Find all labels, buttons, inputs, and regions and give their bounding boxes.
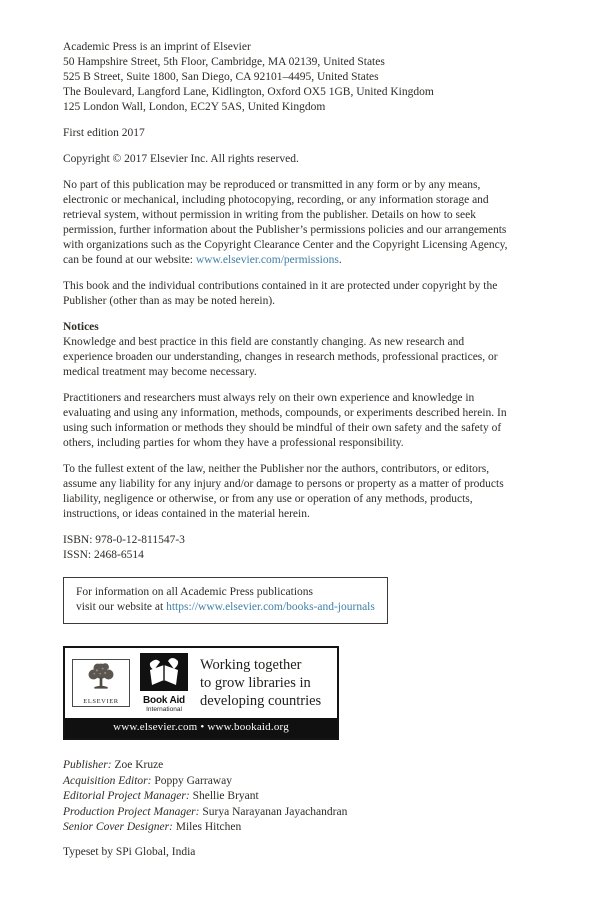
permissions-suffix: . bbox=[338, 254, 342, 266]
protection-paragraph: This book and the individual contributions contained in it are protected under copyright by the Publisher (other than as may be noted herein). bbox=[63, 280, 498, 307]
permissions-text: No part of this publication may be reproduced or transmitted in any form or by any means, electronic or mechanical, including photocopying, recording, or any information storage and retrieval system, without permission in writing from the publisher. Details on how to seek permission, further information about the Publisher’s permissions policies and our arrangements with organizations such as the Copyright Clearance Center and the Copyright Licensing Agency, can be found at our website: bbox=[63, 179, 508, 266]
credit-senior-cover-designer bbox=[63, 820, 515, 836]
credit-label: Publisher: bbox=[63, 759, 112, 771]
bookaid-label: Book Aid bbox=[143, 695, 185, 706]
isbn-block bbox=[63, 533, 515, 563]
banner-top bbox=[65, 648, 337, 718]
credits-block bbox=[63, 758, 515, 836]
credit-name: Surya Narayanan Jayachandran bbox=[199, 805, 348, 818]
issn-line: ISSN: 2468-6514 bbox=[63, 549, 144, 561]
typeset-line: Typeset by SPi Global, India bbox=[63, 845, 196, 858]
isbn-line: ISBN: 978-0-12-811547-3 bbox=[63, 534, 185, 546]
info-box-line-2 bbox=[76, 600, 375, 615]
credit-label: Acquisition Editor: bbox=[63, 774, 152, 787]
bookaid-sublabel: International bbox=[146, 706, 182, 713]
credit-name: Poppy Garraway bbox=[151, 774, 232, 787]
notices-heading: Notices bbox=[63, 321, 99, 333]
tagline-line-3: developing countries bbox=[200, 693, 322, 709]
info-box-line-2-prefix: visit our website at bbox=[76, 601, 167, 613]
edition-line: First edition 2017 bbox=[63, 127, 145, 139]
credit-acquisition-editor bbox=[63, 774, 515, 790]
elsevier-tree-icon bbox=[84, 662, 118, 697]
address-line-cambridge: 50 Hampshire Street, 5th Floor, Cambridge, MA 02139, United States bbox=[63, 56, 385, 68]
address-line-san-diego: 525 B Street, Suite 1800, San Diego, CA 92101–4495, United States bbox=[63, 71, 379, 83]
credit-label: Editorial Project Manager: bbox=[63, 790, 190, 802]
credit-editorial-project-manager bbox=[63, 789, 515, 805]
notices-paragraph-3: To the fullest extent of the law, neither the Publisher nor the authors, contributors, or editors, assume any liability for any injury and/or damage to persons or property as a matter of products liability, negligence or otherwise, or from any use or operation of any methods, products, instructions, or ideas contained in the material herein. bbox=[63, 463, 504, 520]
elsevier-logo bbox=[72, 659, 130, 707]
imprint-block bbox=[63, 40, 515, 115]
notices-block bbox=[63, 320, 515, 380]
credit-production-project-manager bbox=[63, 805, 515, 821]
credit-label: Production Project Manager: bbox=[63, 805, 200, 818]
banner-url-bar: www.elsevier.com • www.bookaid.org bbox=[65, 718, 337, 738]
books-and-journals-link[interactable]: https://www.elsevier.com/books-and-journals bbox=[166, 601, 375, 613]
address-line-oxford: The Boulevard, Langford Lane, Kidlington, Oxford OX5 1GB, United Kingdom bbox=[63, 86, 434, 98]
elsevier-bookaid-banner bbox=[63, 646, 339, 740]
elsevier-logo-label: ELSEVIER bbox=[83, 697, 119, 705]
bookaid-hands-book-icon bbox=[140, 682, 188, 694]
credit-publisher bbox=[63, 758, 515, 774]
bookaid-logo bbox=[137, 653, 191, 713]
info-box-line-1: For information on all Academic Press publications bbox=[76, 586, 313, 598]
publications-info-box bbox=[63, 577, 388, 624]
tagline-line-1: Working together bbox=[200, 657, 302, 673]
credit-name: Miles Hitchen bbox=[172, 821, 242, 833]
credit-name: Zoe Kruze bbox=[111, 759, 164, 771]
notices-paragraph-1: Knowledge and best practice in this field are constantly changing. As new research and experience broaden our understanding, changes in research methods, professional practices, or medical treatment may become necessary. bbox=[63, 336, 498, 378]
tagline-line-2: to grow libraries in bbox=[200, 675, 311, 691]
permissions-paragraph bbox=[63, 178, 515, 268]
banner-tagline bbox=[200, 656, 321, 710]
text-column bbox=[63, 40, 515, 860]
permissions-link[interactable]: www.elsevier.com/permissions bbox=[195, 254, 339, 266]
copyright-line: Copyright © 2017 Elsevier Inc. All rights reserved. bbox=[63, 153, 299, 165]
imprint-line: Academic Press is an imprint of Elsevier bbox=[63, 41, 251, 53]
credit-name: Shellie Bryant bbox=[189, 790, 259, 802]
address-line-london: 125 London Wall, London, EC2Y 5AS, United Kingdom bbox=[63, 101, 326, 113]
credit-label: Senior Cover Designer: bbox=[63, 821, 173, 833]
notices-paragraph-2: Practitioners and researchers must always rely on their own experience and knowledge in evaluating and using any information, methods, compounds, or experiments described herein. In using such information or methods they should be mindful of their own safety and the safety of others, including parties for whom they have a professional responsibility. bbox=[63, 392, 507, 449]
